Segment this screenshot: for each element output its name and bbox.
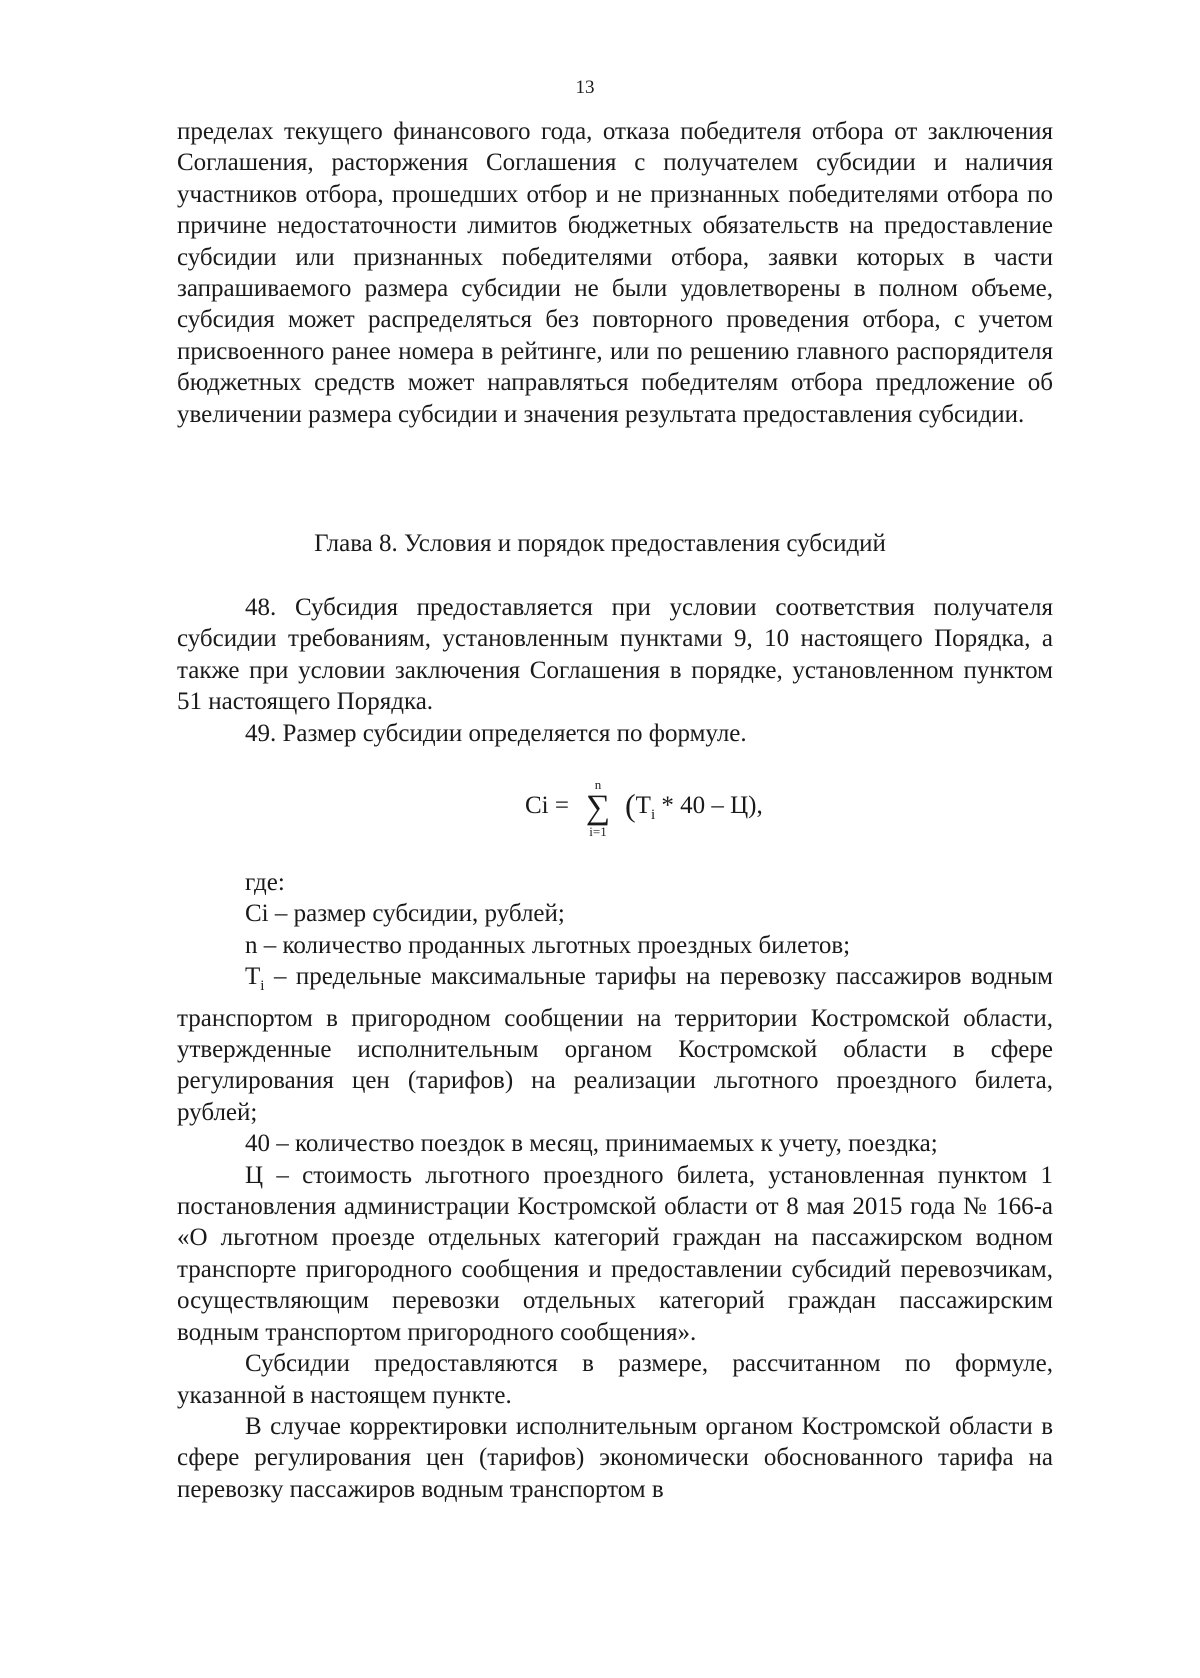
paragraph-49: 49. Размер субсидии определяется по формуле. — [245, 719, 747, 747]
definitions-block — [177, 867, 1053, 1505]
definition-ci: Ci – размер субсидии, рублей; — [245, 900, 565, 928]
definition-n: n – количество проданных льготных проездных билетов; — [245, 931, 851, 959]
sum-lower-limit: i=1 — [589, 824, 607, 839]
formula-lhs: Ci = — [525, 792, 569, 819]
paragraph-subsidy-amount: Субсидии предоставляются в размере, рассчитанном по формуле, указанной в настоящем пункте. — [177, 1350, 1053, 1409]
paragraph-48: 48. Субсидия предоставляется при условии соответствия получателя субсидии требованиям, установленным пунктами 9, 10 настоящего Порядка, а также при условии заключения Соглашения в порядке, установленном пунктом 51 настоящего Порядка. — [177, 594, 1053, 716]
summation-sign — [583, 778, 613, 838]
sum-upper-limit: n — [594, 777, 602, 792]
formula-rest: * 40 – Ц), — [655, 792, 763, 819]
definition-c: Ц – стоимость льготного проездного билета, установленная пунктом 1 постановления администрации Костромской области от 8 мая 2015 года № 166-а «О льготном проезде отдельных категорий граждан на пассажирском водном транспорте пригородного сообщения и предоставлении субсидий перевозчикам, осуществляющим перевозки отдельных категорий граждан пассажирским водным транспортом пригородного сообщения». — [177, 1161, 1053, 1346]
formula-t-symbol: T — [635, 792, 651, 819]
page-number: 13 — [575, 77, 595, 98]
definition-ti-text: – предельные максимальные тарифы на перевозку пассажиров водным транспортом в пригородном сообщении на территории Костромской области, утвержденные исполнительным органом Костромской области в сфере регулирования цен (тарифов) на реализации льготного проездного билета, рублей; — [177, 963, 1053, 1126]
formula-rhs — [625, 787, 763, 824]
definition-ti — [177, 961, 1053, 1128]
formula-t-subscript: i — [650, 807, 656, 823]
definition-40: 40 – количество поездок в месяц, принимаемых к учету, поездка; — [245, 1130, 938, 1158]
chapter-heading: Глава 8. Условия и порядок предоставления субсидий — [314, 530, 886, 557]
definition-ti-subscript: i — [260, 978, 265, 995]
intro-paragraph-block — [177, 116, 1053, 430]
where-label: где: — [245, 869, 285, 896]
paragraphs-48-49 — [177, 592, 1053, 749]
paragraph-tariff-correction: В случае корректировки исполнительным органом Костромской области в сфере регулирования цен (тарифов) экономически обоснованного тарифа на перевозку пассажиров водным транспортом в — [177, 1412, 1053, 1503]
sigma-symbol: ∑ — [585, 789, 611, 826]
subsidy-formula — [525, 768, 845, 848]
definition-ti-symbol: T — [245, 963, 261, 991]
intro-paragraph: пределах текущего финансового года, отказа победителя отбора от заключения Соглашения, расторжения Соглашения с получателем субсидии и наличия участников отбора, прошедших отбор и не признанных победителями отбора по причине недостаточности лимитов бюджетных обязательств на предоставление субсидии или признанных победителями отбора, заявки которых в части запрашиваемого размера субсидии не были удовлетворены в полном объеме, субсидия может распределяться без повторного проведения отбора, с учетом присвоенного ранее номера в рейтинге, или по решению главного распорядителя бюджетных средств может направляться победителям отбора предложение об увеличении размера субсидии и значения результата предоставления субсидии. — [177, 118, 1053, 428]
formula-open-paren: ( — [625, 787, 636, 823]
